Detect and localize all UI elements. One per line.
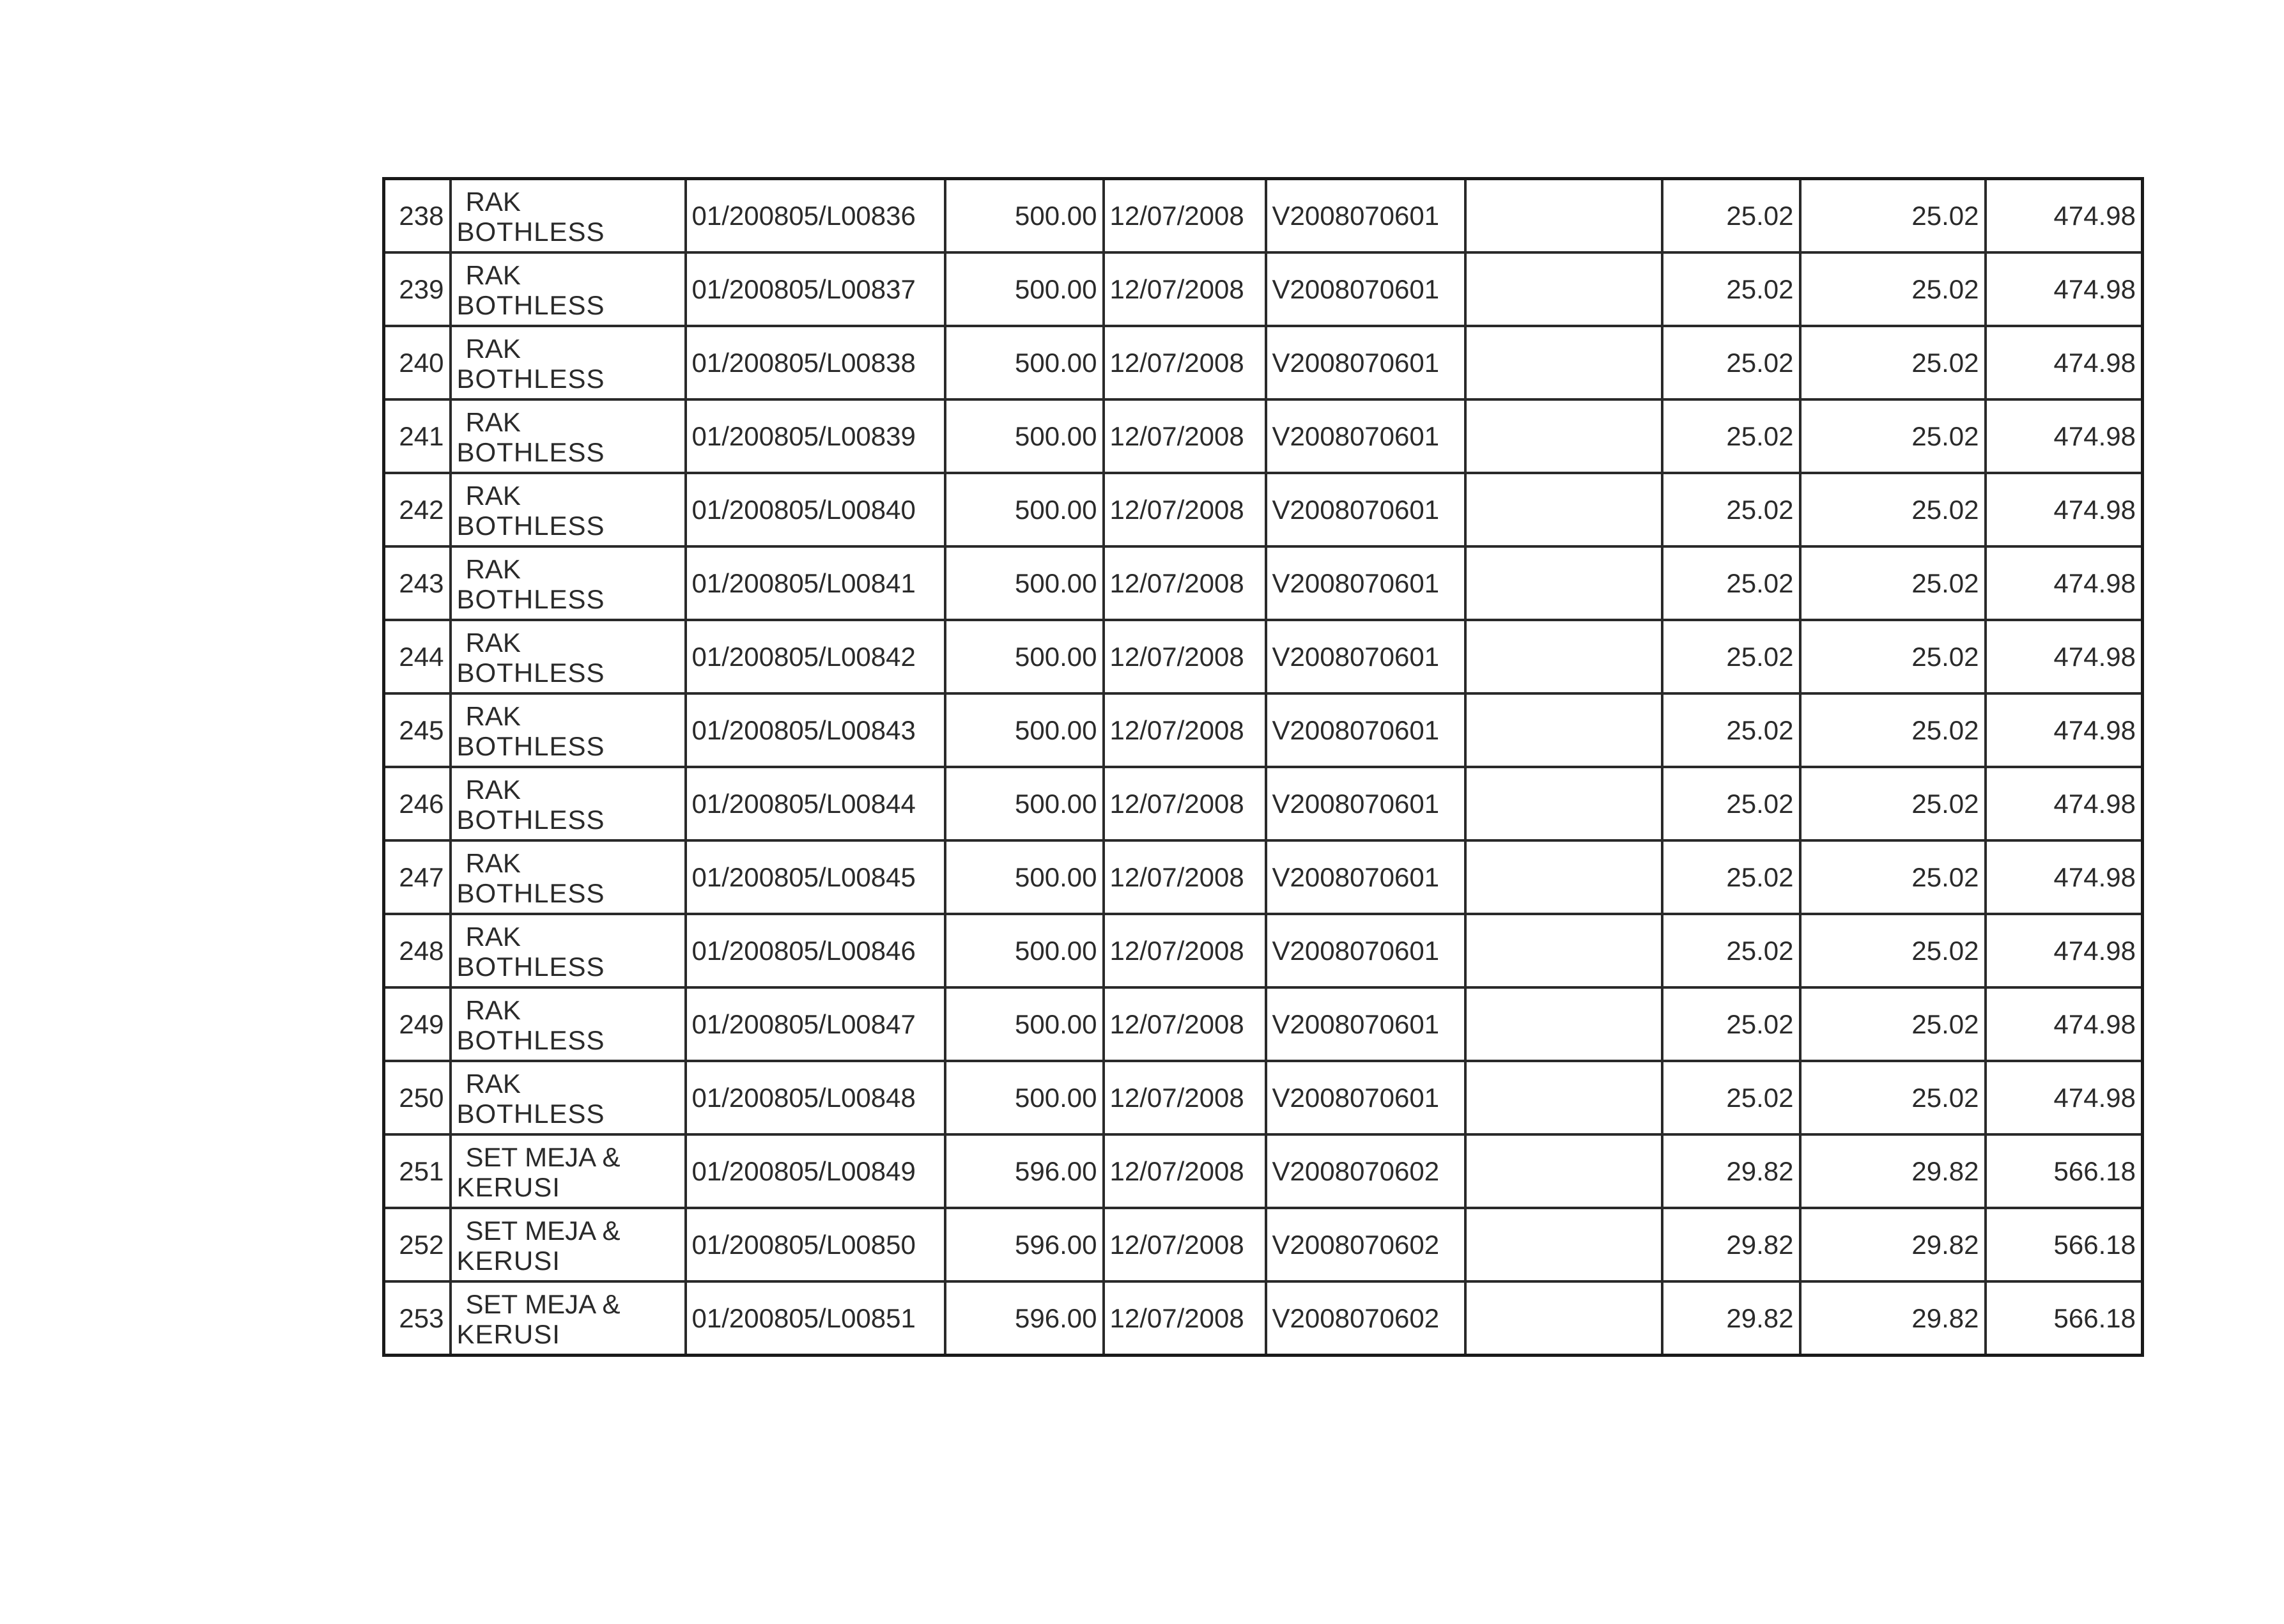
value-cell-2: 25.02 [1800, 1061, 1986, 1134]
item-name-cell [451, 840, 686, 914]
voucher-number-cell: V2008070601 [1266, 179, 1465, 253]
row-number-cell: 238 [384, 179, 451, 253]
voucher-number-cell: V2008070602 [1266, 1134, 1465, 1208]
reference-number-cell: 01/200805/L00836 [686, 179, 945, 253]
voucher-number-cell: V2008070601 [1266, 987, 1465, 1061]
item-name-line-2: BOTHLESS [456, 1025, 605, 1055]
date-cell: 12/07/2008 [1104, 252, 1266, 326]
table-body [384, 179, 2143, 1356]
item-name-line-1: RAK [465, 259, 521, 290]
table-row [384, 473, 2143, 546]
date-cell: 12/07/2008 [1104, 546, 1266, 620]
date-cell: 12/07/2008 [1104, 693, 1266, 767]
row-number-cell: 246 [384, 767, 451, 840]
empty-cell [1465, 620, 1662, 693]
item-name-cell [451, 399, 686, 473]
date-cell: 12/07/2008 [1104, 179, 1266, 253]
item-name-line-2: KERUSI [456, 1245, 560, 1276]
value-cell-3: 474.98 [1986, 546, 2143, 620]
item-name-line-2: BOTHLESS [456, 216, 605, 247]
table-row [384, 399, 2143, 473]
value-cell-2: 25.02 [1800, 179, 1986, 253]
row-number-cell: 253 [384, 1281, 451, 1356]
voucher-number-cell: V2008070601 [1266, 399, 1465, 473]
voucher-number-cell: V2008070601 [1266, 473, 1465, 546]
table-row [384, 1208, 2143, 1281]
amount-cell: 500.00 [945, 620, 1104, 693]
row-number-cell: 241 [384, 399, 451, 473]
reference-number-cell: 01/200805/L00842 [686, 620, 945, 693]
value-cell-2: 29.82 [1800, 1134, 1986, 1208]
reference-number-cell: 01/200805/L00840 [686, 473, 945, 546]
voucher-number-cell: V2008070601 [1266, 252, 1465, 326]
amount-cell: 500.00 [945, 1061, 1104, 1134]
voucher-number-cell: V2008070601 [1266, 914, 1465, 987]
item-name-line-2: BOTHLESS [456, 657, 605, 688]
value-cell-1: 25.02 [1662, 987, 1800, 1061]
date-cell: 12/07/2008 [1104, 1208, 1266, 1281]
value-cell-2: 25.02 [1800, 767, 1986, 840]
date-cell: 12/07/2008 [1104, 326, 1266, 399]
item-name-cell [451, 914, 686, 987]
empty-cell [1465, 914, 1662, 987]
item-name-cell [451, 620, 686, 693]
value-cell-1: 25.02 [1662, 473, 1800, 546]
reference-number-cell: 01/200805/L00850 [686, 1208, 945, 1281]
value-cell-1: 25.02 [1662, 179, 1800, 253]
value-cell-1: 25.02 [1662, 840, 1800, 914]
voucher-number-cell: V2008070601 [1266, 840, 1465, 914]
item-name-cell [451, 1208, 686, 1281]
item-name-cell [451, 1134, 686, 1208]
value-cell-2: 25.02 [1800, 546, 1986, 620]
row-number-cell: 248 [384, 914, 451, 987]
item-name-line-2: BOTHLESS [456, 731, 605, 761]
empty-cell [1465, 326, 1662, 399]
date-cell: 12/07/2008 [1104, 987, 1266, 1061]
item-name-cell [451, 546, 686, 620]
value-cell-3: 474.98 [1986, 987, 2143, 1061]
item-name-cell [451, 987, 686, 1061]
item-name-line-2: BOTHLESS [456, 510, 605, 541]
value-cell-3: 474.98 [1986, 767, 2143, 840]
empty-cell [1465, 399, 1662, 473]
amount-cell: 500.00 [945, 326, 1104, 399]
reference-number-cell: 01/200805/L00838 [686, 326, 945, 399]
item-name-line-1: RAK [465, 847, 521, 878]
item-name-cell [451, 693, 686, 767]
reference-number-cell: 01/200805/L00849 [686, 1134, 945, 1208]
value-cell-3: 474.98 [1986, 399, 2143, 473]
value-cell-3: 474.98 [1986, 326, 2143, 399]
row-number-cell: 251 [384, 1134, 451, 1208]
reference-number-cell: 01/200805/L00848 [686, 1061, 945, 1134]
row-number-cell: 245 [384, 693, 451, 767]
value-cell-3: 566.18 [1986, 1134, 2143, 1208]
voucher-number-cell: V2008070601 [1266, 326, 1465, 399]
reference-number-cell: 01/200805/L00843 [686, 693, 945, 767]
amount-cell: 596.00 [945, 1134, 1104, 1208]
table-row [384, 693, 2143, 767]
table-row [384, 767, 2143, 840]
value-cell-1: 25.02 [1662, 399, 1800, 473]
item-name-cell [451, 252, 686, 326]
amount-cell: 500.00 [945, 252, 1104, 326]
row-number-cell: 240 [384, 326, 451, 399]
row-number-cell: 242 [384, 473, 451, 546]
reference-number-cell: 01/200805/L00851 [686, 1281, 945, 1356]
table-row [384, 326, 2143, 399]
table-row [384, 987, 2143, 1061]
item-name-line-1: RAK [465, 700, 521, 731]
empty-cell [1465, 693, 1662, 767]
item-name-line-1: RAK [465, 921, 521, 952]
voucher-number-cell: V2008070601 [1266, 546, 1465, 620]
empty-cell [1465, 473, 1662, 546]
date-cell: 12/07/2008 [1104, 1281, 1266, 1356]
value-cell-3: 566.18 [1986, 1208, 2143, 1281]
value-cell-1: 29.82 [1662, 1134, 1800, 1208]
amount-cell: 500.00 [945, 987, 1104, 1061]
empty-cell [1465, 1134, 1662, 1208]
reference-number-cell: 01/200805/L00839 [686, 399, 945, 473]
row-number-cell: 249 [384, 987, 451, 1061]
item-name-line-1: RAK [465, 333, 521, 364]
item-name-line-1: RAK [465, 480, 521, 511]
value-cell-1: 25.02 [1662, 546, 1800, 620]
row-number-cell: 243 [384, 546, 451, 620]
date-cell: 12/07/2008 [1104, 840, 1266, 914]
item-name-cell [451, 473, 686, 546]
table-row [384, 1061, 2143, 1134]
value-cell-2: 25.02 [1800, 399, 1986, 473]
reference-number-cell: 01/200805/L00846 [686, 914, 945, 987]
value-cell-2: 29.82 [1800, 1208, 1986, 1281]
value-cell-2: 25.02 [1800, 840, 1986, 914]
voucher-number-cell: V2008070601 [1266, 767, 1465, 840]
value-cell-1: 25.02 [1662, 252, 1800, 326]
value-cell-2: 25.02 [1800, 473, 1986, 546]
amount-cell: 500.00 [945, 179, 1104, 253]
voucher-number-cell: V2008070602 [1266, 1208, 1465, 1281]
reference-number-cell: 01/200805/L00841 [686, 546, 945, 620]
voucher-number-cell: V2008070601 [1266, 620, 1465, 693]
row-number-cell: 244 [384, 620, 451, 693]
date-cell: 12/07/2008 [1104, 1061, 1266, 1134]
date-cell: 12/07/2008 [1104, 914, 1266, 987]
value-cell-3: 474.98 [1986, 473, 2143, 546]
item-name-cell [451, 179, 686, 253]
table-row [384, 1281, 2143, 1356]
row-number-cell: 239 [384, 252, 451, 326]
reference-number-cell: 01/200805/L00847 [686, 987, 945, 1061]
item-name-cell [451, 326, 686, 399]
table-row [384, 1134, 2143, 1208]
value-cell-2: 29.82 [1800, 1281, 1986, 1356]
item-name-line-2: BOTHLESS [456, 1098, 605, 1129]
reference-number-cell: 01/200805/L00837 [686, 252, 945, 326]
table-row [384, 840, 2143, 914]
amount-cell: 500.00 [945, 546, 1104, 620]
item-name-line-1: RAK [465, 186, 521, 217]
item-name-line-1: RAK [465, 1068, 521, 1099]
empty-cell [1465, 1208, 1662, 1281]
reference-number-cell: 01/200805/L00845 [686, 840, 945, 914]
empty-cell [1465, 840, 1662, 914]
value-cell-2: 25.02 [1800, 987, 1986, 1061]
empty-cell [1465, 1281, 1662, 1356]
item-name-line-1: SET MEJA & [465, 1288, 621, 1319]
empty-cell [1465, 987, 1662, 1061]
item-name-line-2: BOTHLESS [456, 363, 605, 394]
value-cell-1: 25.02 [1662, 914, 1800, 987]
amount-cell: 596.00 [945, 1208, 1104, 1281]
value-cell-3: 566.18 [1986, 1281, 2143, 1356]
value-cell-1: 25.02 [1662, 693, 1800, 767]
item-name-line-1: SET MEJA & [465, 1141, 621, 1172]
row-number-cell: 252 [384, 1208, 451, 1281]
value-cell-2: 25.02 [1800, 620, 1986, 693]
table-row [384, 179, 2143, 253]
value-cell-1: 29.82 [1662, 1281, 1800, 1356]
value-cell-2: 25.02 [1800, 326, 1986, 399]
value-cell-1: 25.02 [1662, 326, 1800, 399]
item-name-line-2: BOTHLESS [456, 584, 605, 614]
amount-cell: 500.00 [945, 914, 1104, 987]
value-cell-3: 474.98 [1986, 179, 2143, 253]
item-name-line-1: RAK [465, 627, 521, 658]
date-cell: 12/07/2008 [1104, 399, 1266, 473]
amount-cell: 500.00 [945, 840, 1104, 914]
item-name-line-2: KERUSI [456, 1172, 560, 1202]
item-name-line-2: KERUSI [456, 1319, 560, 1349]
value-cell-2: 25.02 [1800, 914, 1986, 987]
value-cell-1: 25.02 [1662, 767, 1800, 840]
item-name-line-1: RAK [465, 406, 521, 437]
amount-cell: 596.00 [945, 1281, 1104, 1356]
amount-cell: 500.00 [945, 767, 1104, 840]
value-cell-1: 25.02 [1662, 620, 1800, 693]
value-cell-3: 474.98 [1986, 1061, 2143, 1134]
empty-cell [1465, 767, 1662, 840]
item-name-line-1: RAK [465, 553, 521, 584]
row-number-cell: 247 [384, 840, 451, 914]
amount-cell: 500.00 [945, 473, 1104, 546]
value-cell-3: 474.98 [1986, 840, 2143, 914]
item-name-line-1: RAK [465, 994, 521, 1025]
value-cell-2: 25.02 [1800, 693, 1986, 767]
voucher-number-cell: V2008070601 [1266, 693, 1465, 767]
amount-cell: 500.00 [945, 399, 1104, 473]
value-cell-3: 474.98 [1986, 914, 2143, 987]
item-name-line-1: RAK [465, 774, 521, 805]
item-name-cell [451, 1281, 686, 1356]
table-row [384, 620, 2143, 693]
date-cell: 12/07/2008 [1104, 1134, 1266, 1208]
item-name-cell [451, 1061, 686, 1134]
date-cell: 12/07/2008 [1104, 620, 1266, 693]
item-name-line-2: BOTHLESS [456, 290, 605, 320]
asset-register-table [382, 177, 2144, 1357]
empty-cell [1465, 546, 1662, 620]
voucher-number-cell: V2008070602 [1266, 1281, 1465, 1356]
amount-cell: 500.00 [945, 693, 1104, 767]
date-cell: 12/07/2008 [1104, 767, 1266, 840]
value-cell-3: 474.98 [1986, 252, 2143, 326]
item-name-line-1: SET MEJA & [465, 1215, 621, 1246]
table-row [384, 252, 2143, 326]
item-name-line-2: BOTHLESS [456, 437, 605, 467]
value-cell-3: 474.98 [1986, 620, 2143, 693]
voucher-number-cell: V2008070601 [1266, 1061, 1465, 1134]
table-row [384, 914, 2143, 987]
value-cell-3: 474.98 [1986, 693, 2143, 767]
row-number-cell: 250 [384, 1061, 451, 1134]
empty-cell [1465, 179, 1662, 253]
empty-cell [1465, 1061, 1662, 1134]
value-cell-1: 25.02 [1662, 1061, 1800, 1134]
value-cell-2: 25.02 [1800, 252, 1986, 326]
item-name-line-2: BOTHLESS [456, 878, 605, 908]
date-cell: 12/07/2008 [1104, 473, 1266, 546]
item-name-line-2: BOTHLESS [456, 951, 605, 982]
reference-number-cell: 01/200805/L00844 [686, 767, 945, 840]
item-name-cell [451, 767, 686, 840]
item-name-line-2: BOTHLESS [456, 804, 605, 835]
table-row [384, 546, 2143, 620]
value-cell-1: 29.82 [1662, 1208, 1800, 1281]
empty-cell [1465, 252, 1662, 326]
